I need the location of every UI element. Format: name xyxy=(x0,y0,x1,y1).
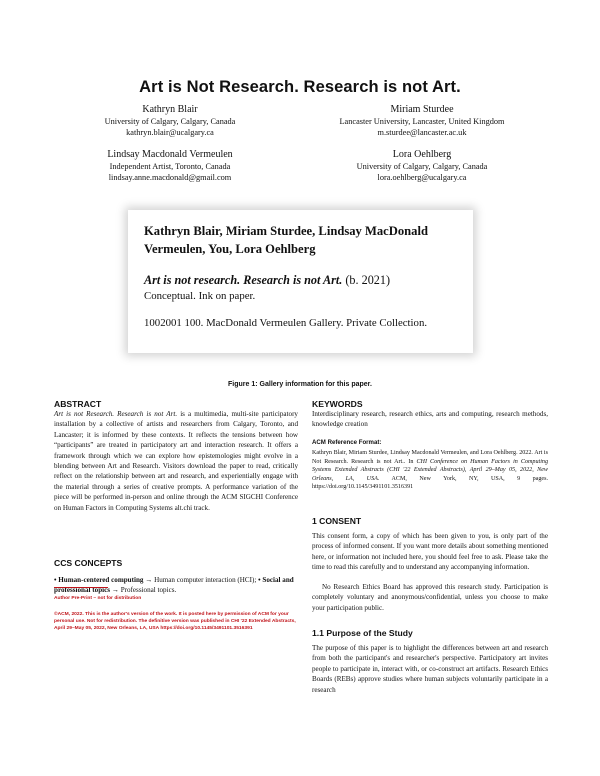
card-medium: Conceptual. Ink on paper. xyxy=(144,290,256,302)
keywords-text: Interdisciplinary research, research ethics, arts and computing, research methods, knowledge creation xyxy=(312,410,548,429)
consent-heading: 1 CONSENT xyxy=(312,516,362,526)
ccs-item2-bold: Social and professional topics xyxy=(54,576,294,595)
gallery-card-figure xyxy=(128,210,473,353)
ccs-body xyxy=(54,575,298,596)
author-affiliation: University of Calgary, Calgary, Canada xyxy=(104,117,236,126)
reference-end: ACM, New York, NY, USA, 9 pages. https://doi.org/10.1145/3491101.3516391 xyxy=(312,475,548,491)
author-affiliation: Lancaster University, Lancaster, United Kingdom xyxy=(339,117,505,126)
author-name: Lora Oehlberg xyxy=(392,149,452,160)
card-artists-line1: Kathryn Blair, Miriam Sturdee, Lindsay MacDonald xyxy=(144,224,428,238)
author-name: Miriam Sturdee xyxy=(390,104,454,115)
consent-para1: This consent form, a copy of which has been given to you, is only part of the process of informed consent. If you want more details about something mentioned here, or information not included here, you should feel free to ask. Please take the time to read this carefully and to understand any accompanying information. xyxy=(312,532,548,572)
card-year: (b. 2021) xyxy=(342,273,391,287)
ccs-bullet: • xyxy=(258,576,261,584)
ccs-bullet: • xyxy=(54,576,57,584)
purpose-text: The purpose of this paper is to highlight the differences between art and research from both the participant's and researcher's perspective. Participatory art invites people to participate in, interact with, or co-construct art artifacts. Research Ethics Boards (REBs) approve studies where human subjects voluntarily participate in a research xyxy=(312,644,548,694)
ccs-item1-rest: → Human computer interaction (HCI); xyxy=(143,576,259,584)
reference-format-heading: ACM Reference Format: xyxy=(312,439,382,446)
ccs-heading: CCS CONCEPTS xyxy=(54,558,123,568)
consent-para2: No Research Ethics Board has approved this research study. Participation is completely voluntary and anonymous/confidential, unless you choose to make your participation public. xyxy=(312,583,548,612)
author-affiliation: University of Calgary, Calgary, Canada xyxy=(356,162,488,171)
preprint-notice: ©ACM, 2022. This is the author's version of the work. It is posted here by permission of ACM for your personal use. Not for redistribution. The definitive version was published in CHI '22 Extended Abstracts, April 29–May 05, 2022, New Orleans, LA, USA https://doi.org/10.1145/3491101.3516391 xyxy=(54,612,296,631)
author-affiliation: Independent Artist, Toronto, Canada xyxy=(109,162,231,171)
card-collection: 1002001 100. MacDonald Vermeulen Gallery. Private Collection. xyxy=(144,317,428,329)
ccs-item2-rest: → Professional topics. xyxy=(110,586,177,595)
figure-caption: Figure 1: Gallery information for this paper. xyxy=(228,381,372,388)
reference-format-body xyxy=(312,449,548,492)
ccs-item1-bold: Human-centered computing xyxy=(58,576,144,584)
author-email: m.sturdee@lancaster.ac.uk xyxy=(377,128,467,137)
card-artists-line2: Vermeulen, You, Lora Oehlberg xyxy=(144,242,316,256)
author-block xyxy=(70,148,270,183)
author-block xyxy=(70,103,270,138)
author-name: Kathryn Blair xyxy=(142,104,198,115)
reference-italic: CHI Conference on Human Factors in Computing Systems Extended Abstracts (CHI '22 Extended Abstracts), April 29–May 05, 2022, New Orleans, LA, USA. xyxy=(312,458,548,482)
author-block xyxy=(300,103,544,138)
purpose-heading: 1.1 Purpose of the Study xyxy=(312,628,413,638)
card-artists xyxy=(144,222,428,258)
author-block xyxy=(300,148,544,183)
abstract-heading: ABSTRACT xyxy=(54,399,102,409)
paper-title: Art is Not Research. Research is not Art. xyxy=(139,78,461,96)
author-email: lora.oehlberg@ucalgary.ca xyxy=(377,173,467,182)
preprint-divider xyxy=(54,587,108,588)
abstract-text: is a multimedia, multi-site participatory installation by a collective of artists and researchers from Calgary, Toronto, and Lancaster; it is informed by these contexts. It reflects the tensions between how “participants” are treated in participatory art and interaction research. It offers a framework through which we can explore how epistemologies might evolve in a blending between Art and Research. Visitors download the paper to read, critically reflect on the relationship between art and research, and experientially engage with the material through a series of creative prompts. A performance variation of the piece will be performed in-person and online through the ACM SIGCHI Conference on Human Factors in Computing Systems alt.chi track. xyxy=(54,410,298,512)
abstract-italic-title: Art is not Research. Research is not Art. xyxy=(54,410,178,418)
card-work-title-line xyxy=(144,273,390,288)
reference-plain: Kathryn Blair, Miriam Sturdee, Lindsay Macdonald Vermeulen, and Lora Oehlberg. 2022. Art is Not Research. Research is not Art.. In xyxy=(312,450,548,465)
preprint-label: Author Pre-Print – not for distribution xyxy=(54,596,142,601)
abstract-body xyxy=(54,409,298,513)
author-email: lindsay.anne.macdonald@gmail.com xyxy=(108,173,232,182)
card-work-title: Art is not research. Research is not Art. xyxy=(144,273,343,287)
keywords-heading: KEYWORDS xyxy=(312,399,363,409)
author-name: Lindsay Macdonald Vermeulen xyxy=(107,149,233,160)
author-email: kathryn.blair@ucalgary.ca xyxy=(126,128,214,137)
